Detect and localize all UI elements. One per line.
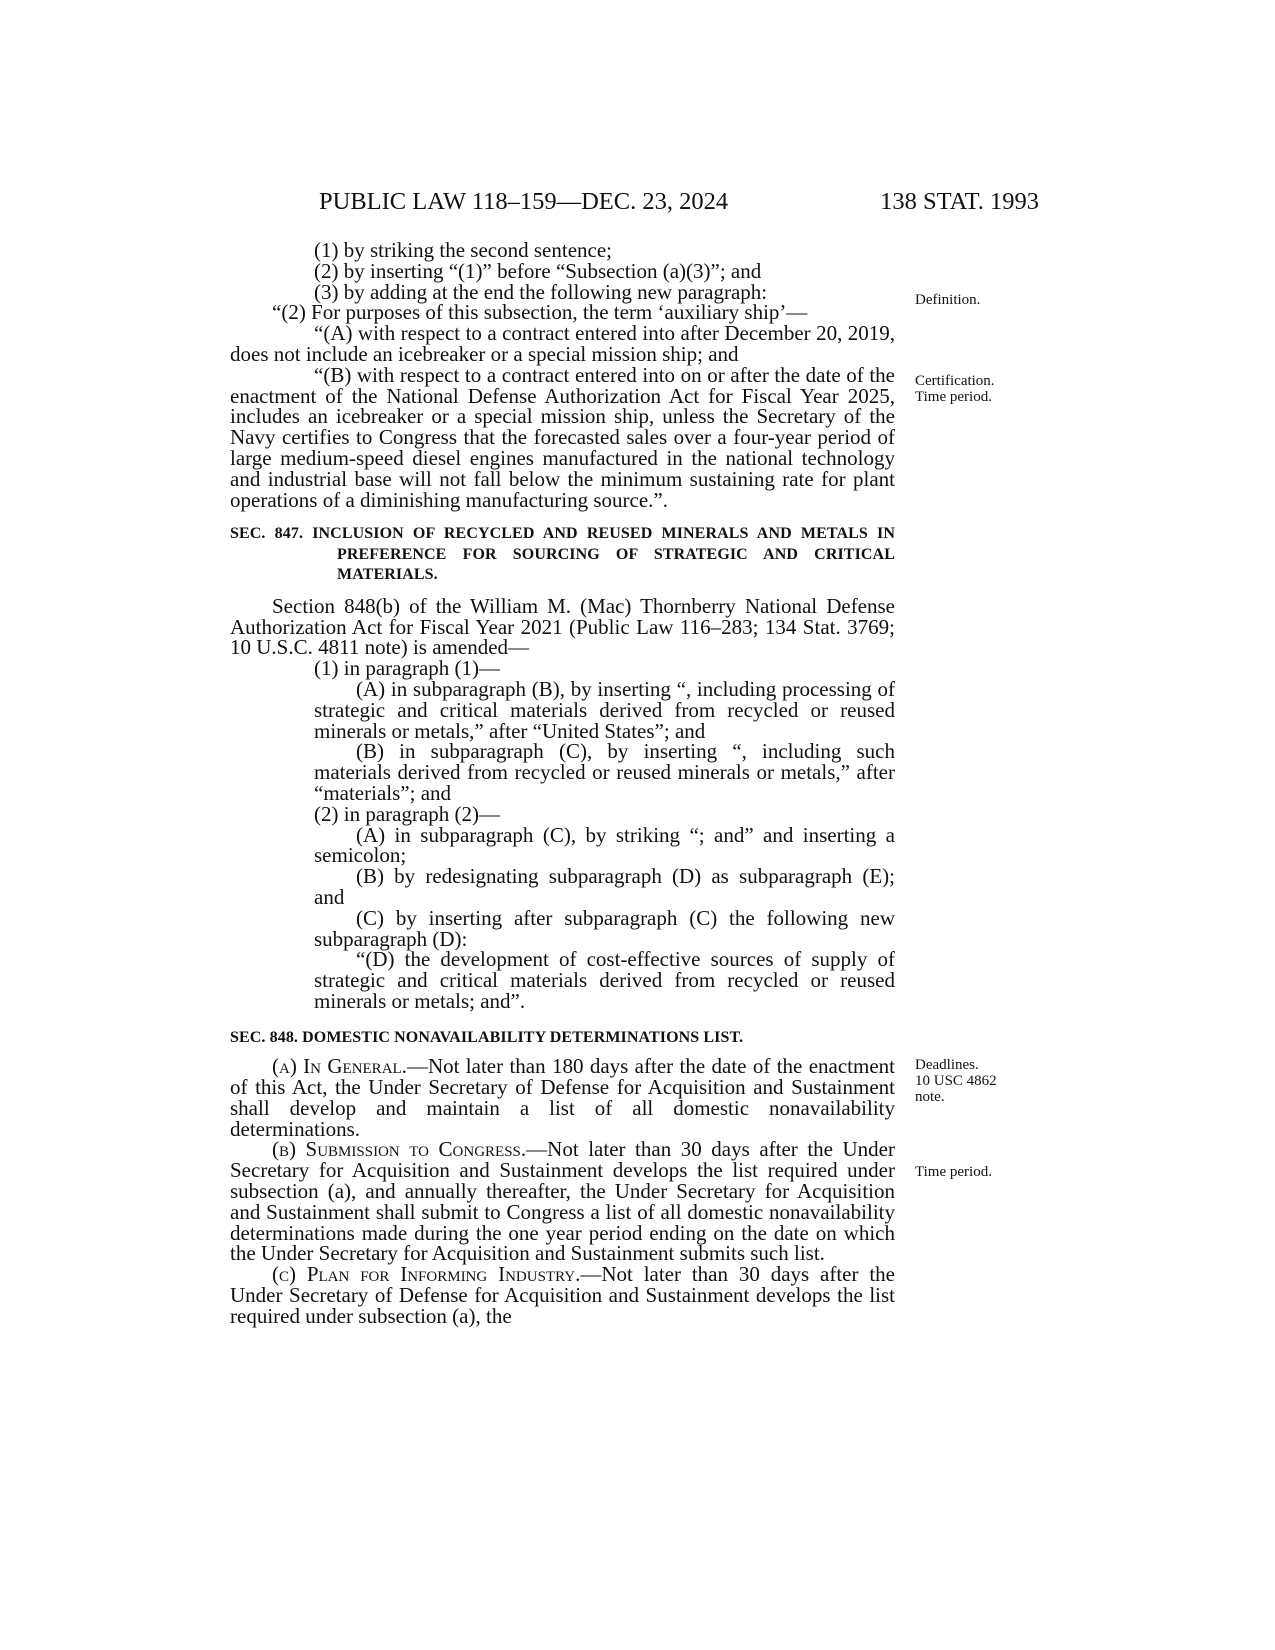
s848-a-text: —Not later than 180 days after the date of the enactment of this Act, the Under Secretary of Defense for Acquisition and Sustainment shall develop and maintain a list of all domestic nonavailability determinations. [230,1054,895,1141]
margin-note-definition: Definition. [915,292,981,308]
s847-2-d: “(D) the development of cost-effective sources of supply of strategic and critical materials derived from recycled or reused minerals or metals; and”. [314,947,895,1013]
s847-2-b: (B) by redesignating subparagraph (D) as subparagraph (E); and [314,864,895,910]
s847-2-a: (A) in subparagraph (C), by striking “; and” and inserting a semicolon; [314,822,895,868]
running-title: PUBLIC LAW 118–159—DEC. 23, 2024 [319,188,729,215]
statute-page-number: 138 STAT. 1993 [880,188,1039,215]
margin-note-time-period: Time period. [915,389,992,405]
margin-note-time-period-2: Time period. [915,1164,992,1180]
s847-paragraph-2: (2) in paragraph (2)— [314,801,501,826]
margin-note-certification: Certification. [915,373,995,389]
s847-1-a: (A) in subparagraph (B), by inserting “, including processing of strategic and critical materials derived from recycled or reused minerals or metals,” after “United States”; and [314,677,895,743]
s848-subsection-b [230,1139,895,1264]
new-paragraph-2: “(2) For purposes of this subsection, the term ‘auxiliary ship’— [272,300,808,325]
s848-c-text: —Not later than 30 days after the Under Secretary of Defense for Acquisition and Sustainment develops the list required under subsection (a), the [230,1262,896,1328]
margin-note-usc: 10 USC 4862 [915,1073,997,1089]
s848-subsection-c [230,1264,895,1326]
s847-2-c: (C) by inserting after subparagraph (C) the following new subparagraph (D): [314,905,895,951]
page-header [319,188,1039,218]
margin-note-deadlines: Deadlines. [915,1057,979,1073]
s848-b-heading: (b) Submission to Congress. [272,1137,527,1162]
s848-a-heading: (a) In General. [272,1054,407,1079]
document-body [230,240,895,1327]
section-848-heading: SEC. 848. DOMESTIC NONAVAILABILITY DETERMINATIONS LIST. [230,1028,744,1046]
amendment-item-3: (3) by adding at the end the following new paragraph: [314,279,768,304]
section-847-intro: Section 848(b) of the William M. (Mac) Thornberry National Defense Authorization Act for Fiscal Year 2021 (Public Law 116–283; 134 Stat. 3769; 10 U.S.C. 4811 note) is amended— [230,593,895,660]
s848-c-heading: (c) Plan for Informing Industry. [272,1262,581,1287]
s848-b-text: —Not later than 30 days after the Under Secretary for Acquisition and Sustainment develops the list required under subsection (a), and annually thereafter, the Under Secretary for Acquisition and Sustainment shall submit to Congress a list of all domestic nonavailability determinations made during the one year period ending on the date on which the Under Secretary for Acquisition and Sustainment submits such list. [230,1137,896,1266]
amendment-item-2: (2) by inserting “(1)” before “Subsection (a)(3)”; and [314,258,762,283]
margin-note-note: note. [915,1089,945,1105]
amendment-item-1: (1) by striking the second sentence; [314,238,612,262]
section-847-heading: SEC. 847. INCLUSION OF RECYCLED AND REUSED MINERALS AND METALS IN PREFERENCE FOR SOURCING OF STRATEGIC AND CRITICAL MATERIALS. [230,525,895,584]
s847-1-b: (B) in subparagraph (C), by inserting “, including such materials derived from recycled or reused minerals or metals,” after “materials”; and [314,739,895,806]
subparagraph-b: “(B) with respect to a contract entered into on or after the date of the enactment of the National Defense Authorization Act for Fiscal Year 2025, includes an icebreaker or a special mission ship, unless the Secretary of the Navy certifies to Congress that the forecasted sales over a four-year period of large medium-speed diesel engines manufactured in the national technology and industrial base will not fall below the minimum sustaining rate for plant operations of a diminishing manufacturing source.”. [230,362,895,512]
subparagraph-a: “(A) with respect to a contract entered into after December 20, 2019, does not include an icebreaker or a special mission ship; and [230,321,895,366]
s847-paragraph-1: (1) in paragraph (1)— [314,656,501,681]
s848-subsection-a [230,1056,895,1139]
